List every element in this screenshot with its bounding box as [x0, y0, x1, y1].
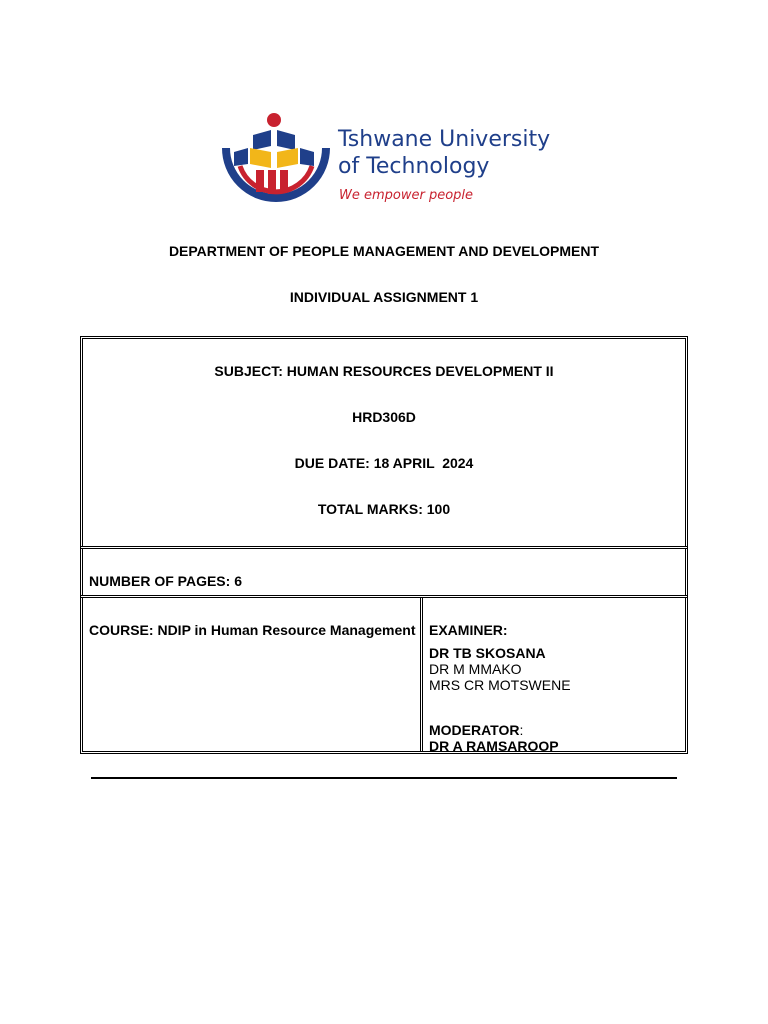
due-date-label: DUE DATE:	[294, 455, 370, 471]
course-code: HRD306D	[352, 409, 416, 425]
total-marks-value: 100	[426, 501, 451, 517]
assignment-info-box	[80, 336, 688, 549]
pages-label: NUMBER OF PAGES:	[89, 573, 231, 589]
department-heading: DEPARTMENT OF PEOPLE MANAGEMENT AND DEVELOPMENT	[168, 243, 600, 259]
university-tagline: We empower people	[339, 188, 474, 203]
university-logo	[216, 108, 556, 214]
course-examiner-box	[80, 595, 688, 754]
university-name-line2: of Technology	[338, 154, 490, 179]
course-value: NDIP in Human Resource Management	[157, 622, 416, 638]
due-date-line	[83, 455, 685, 471]
pages-box	[80, 546, 688, 598]
subject-label: SUBJECT:	[214, 363, 283, 379]
pages-line	[89, 573, 242, 589]
university-name	[338, 126, 550, 180]
moderator-line	[429, 722, 523, 738]
subject-line	[83, 363, 685, 379]
course-label: COURSE:	[89, 622, 154, 638]
moderator-colon: :	[519, 722, 524, 738]
assignment-heading: INDIVIDUAL ASSIGNMENT 1	[289, 289, 479, 305]
cell-divider	[420, 598, 423, 751]
total-marks-label: TOTAL MARKS:	[317, 501, 423, 517]
examiner-name-3: MRS CR MOTSWENE	[429, 677, 571, 693]
moderator-label: MODERATOR	[429, 722, 520, 738]
university-name-line1: Tshwane University	[338, 127, 551, 152]
pages-value: 6	[234, 573, 242, 589]
total-marks-line	[83, 501, 685, 517]
due-date-value: 18 APRIL 2024	[373, 455, 474, 471]
examiner-label: EXAMINER:	[429, 622, 508, 638]
examiner-name-2: DR M MMAKO	[429, 661, 522, 677]
examiner-name-1: DR TB SKOSANA	[429, 645, 546, 661]
moderator-name: DR A RAMSAROOP	[429, 738, 559, 754]
university-emblem-icon	[216, 108, 336, 214]
horizontal-rule	[91, 777, 677, 779]
subject-value: HUMAN RESOURCES DEVELOPMENT II	[286, 363, 554, 379]
course-line	[89, 622, 415, 638]
